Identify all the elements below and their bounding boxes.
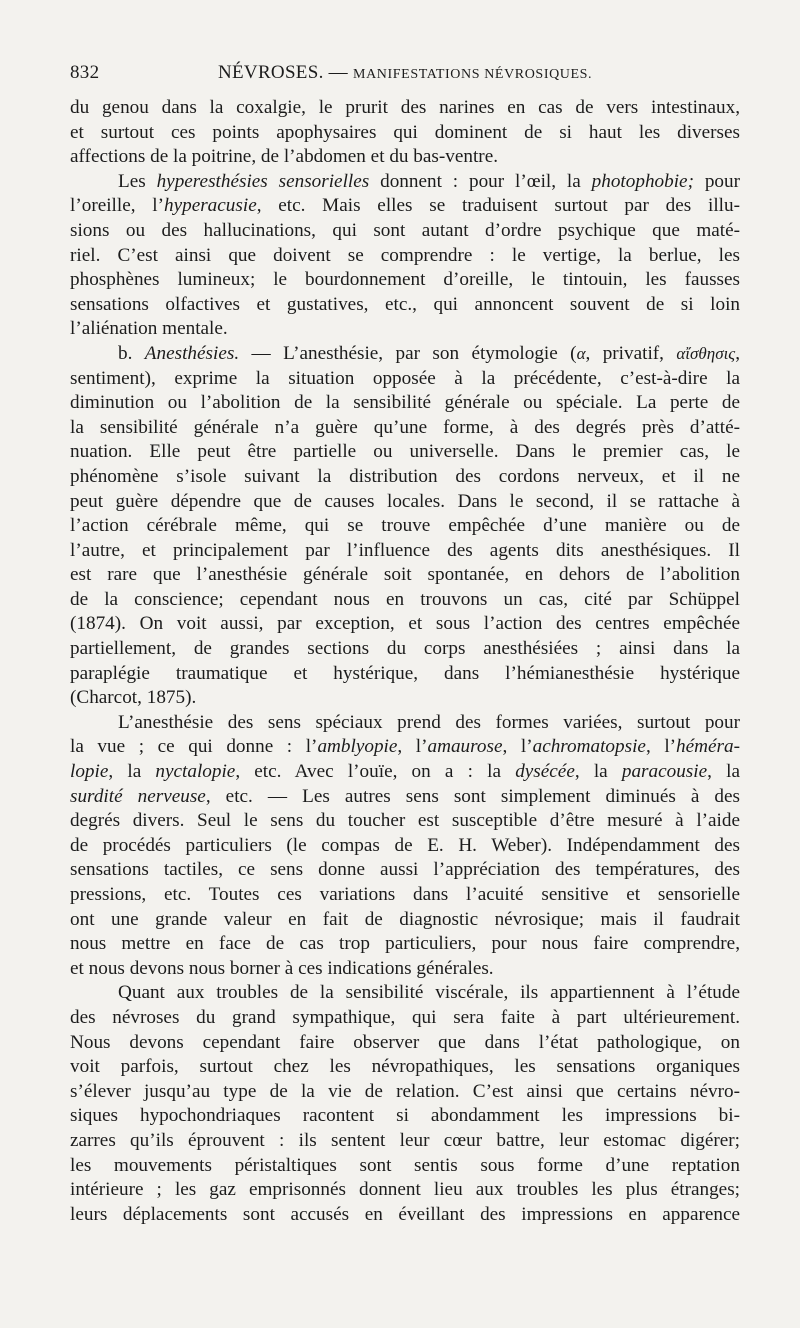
- text-line: [70, 785, 740, 810]
- text-segment: , l’: [645, 736, 677, 758]
- italic-term: nyctalopie: [155, 761, 236, 783]
- text-segment: , l’: [397, 736, 428, 758]
- text-line: riel. C’est ainsi que doivent se comprendre : le vertige, la berlue, les: [70, 244, 740, 266]
- text-line: de la conscience; cependant nous en trouvons un cas, cité par Schüppel: [70, 588, 740, 610]
- text-segment: , la: [108, 761, 156, 783]
- text-line: phénomène s’isole suivant la distribution des cordons nerveux, et il ne: [70, 465, 740, 487]
- text-line: la sensibilité générale n’a guère qu’une forme, à des degrés près d’atté-: [70, 416, 740, 438]
- italic-term: héméra-: [676, 736, 740, 758]
- text-segment: la vue ; ce qui donne : l’: [70, 736, 318, 758]
- text-line: [70, 194, 740, 219]
- running-title-sub: MANIFESTATIONS NÉVROSIQUES.: [353, 67, 593, 82]
- text-segment: — L’anesthésie, par son étymologie (: [239, 342, 577, 364]
- text-segment: ,: [735, 342, 740, 364]
- text-line: nuation. Elle peut être partielle ou universelle. Dans le premier cas, le: [70, 441, 740, 463]
- text-line: des névroses du grand sympathique, qui sera faite à part ultérieurement.: [70, 1006, 740, 1028]
- italic-term: dysécée: [515, 761, 575, 783]
- text-line: peut guère dépendre que de causes locales. Dans le second, il se rattache à: [70, 490, 740, 512]
- text-line: sions ou des hallucinations, qui sont autant d’ordre psychique que maté-: [70, 219, 740, 241]
- text-line: (1874). On voit aussi, par exception, et sous l’action des centres empêchée: [70, 613, 740, 635]
- text-line: intérieure ; les gaz emprisonnés donnent lieu aux troubles les plus étranges;: [70, 1179, 740, 1201]
- text-segment: , la: [707, 761, 740, 783]
- text-line: voit parfois, surtout chez les névropathiques, les sensations organiques: [70, 1056, 740, 1078]
- text-line: siques hypochondriaques racontent si abondamment les impressions bi-: [70, 1105, 740, 1127]
- text-segment: , etc. Avec l’ouïe, on a : la: [235, 761, 516, 783]
- text-line: diminution ou l’abolition de la sensibilité générale ou spéciale. La perte de: [70, 392, 740, 414]
- text-segment: , etc. Mais elles se traduisent surtout par des illu-: [256, 195, 740, 217]
- text-line: [70, 760, 740, 785]
- text-segment: l’oreille, l’: [70, 195, 164, 217]
- text-line: l’aliénation mentale.: [70, 318, 228, 340]
- text-line: l’action cérébrale même, qui se trouve empêchée d’une manière ou de: [70, 515, 740, 537]
- italic-term: lopie: [70, 761, 109, 783]
- italic-term: paracousie: [621, 761, 708, 783]
- text-line: partiellement, de grandes sections du corps anesthésiées ; ainsi dans la: [70, 638, 740, 660]
- text-line: du genou dans la coxalgie, le prurit des narines en cas de vers intestinaux,: [70, 97, 740, 118]
- italic-term: hyperacusie: [164, 195, 257, 217]
- text-line: ont une grande valeur en fait de diagnostic névrosique; mais il faudrait: [70, 908, 740, 930]
- text-line: pressions, etc. Toutes ces variations dans l’acuité sensitive et sensorielle: [70, 884, 740, 905]
- running-title: [218, 62, 592, 84]
- text-line: degrés divers. Seul le sens du toucher est susceptible d’être mesuré à l’aide: [70, 810, 740, 832]
- text-line: affections de la poitrine, de l’abdomen et du bas-ventre.: [70, 146, 499, 168]
- text-segment: , etc. — Les autres sens sont simplement diminués à des: [205, 785, 740, 807]
- italic-term: Anesthésies.: [144, 342, 240, 364]
- text-line: sensations olfactives et gustatives, etc., qui annoncent souvent de si loin: [70, 293, 740, 315]
- page-number: 832: [70, 62, 100, 83]
- text-line: (Charcot, 1875).: [70, 687, 197, 709]
- text-segment: , l’: [502, 736, 533, 758]
- text-line: [70, 735, 740, 760]
- text-segment: b.: [118, 342, 145, 364]
- text-segment: , la: [574, 761, 622, 783]
- italic-term: surdité nerveuse: [70, 785, 206, 807]
- text-line: est rare que l’anesthésie générale soit spontanée, en dehors de l’abolition: [70, 564, 740, 586]
- italic-term: photophobie;: [591, 170, 694, 192]
- text-segment: donnent : pour l’œil, la: [369, 170, 592, 192]
- text-line: Nous devons cependant faire observer que dans l’état pathologique, on: [70, 1031, 740, 1053]
- text-line: L’anesthésie des sens spéciaux prend des formes variées, surtout pour: [118, 711, 740, 733]
- text-line: zarres qu’ils éprouvent : ils sentent leur cœur battre, leur estomac digérer;: [70, 1129, 740, 1151]
- greek-term: α: [576, 343, 586, 363]
- text-line: sensations tactiles, ce sens donne aussi l’appréciation des températures, des: [70, 859, 740, 881]
- text-segment: Les: [118, 170, 157, 192]
- text-line: leurs déplacements sont accusés en éveillant des impressions en apparence: [70, 1203, 740, 1225]
- text-segment: , privatif,: [585, 342, 677, 364]
- text-line: les mouvements péristaltiques sont sentis sous forme d’une reptation: [70, 1154, 740, 1176]
- text-line: l’autre, et principalement par l’influence des agents dits anesthésiques. Il: [70, 539, 740, 561]
- italic-term: amblyopie: [317, 736, 398, 758]
- body-text: [70, 96, 740, 1227]
- text-line: et nous devons nous borner à ces indications générales.: [70, 957, 494, 979]
- text-line: sentiment), exprime la situation opposée à la précédente, c’est-à-dire la: [70, 367, 740, 389]
- italic-term: amaurose: [427, 736, 503, 758]
- text-line: [70, 170, 740, 195]
- text-segment: pour: [693, 170, 741, 192]
- text-line: de procédés particuliers (le compas de E. H. Weber). Indépendamment des: [70, 834, 740, 856]
- text-line: [70, 342, 740, 367]
- text-line: nous mettre en face de cas trop particuliers, pour nous faire comprendre,: [70, 933, 740, 955]
- text-line: et surtout ces points apophysaires qui dominent de si haut les diverses: [70, 121, 740, 143]
- italic-term: achromatopsie: [532, 736, 646, 758]
- text-line: paraplégie traumatique et hystérique, dans l’hémianesthésie hystérique: [70, 662, 740, 684]
- text-line: phosphènes lumineux; le bourdonnement d’oreille, le tintouin, les fausses: [70, 269, 740, 291]
- text-line: s’élever jusqu’au type de la vie de relation. C’est ainsi que certains névro-: [70, 1080, 740, 1102]
- running-title-main: NÉVROSES. —: [218, 62, 354, 83]
- italic-term: hyperesthésies sensorielles: [156, 170, 370, 192]
- text-line: Quant aux troubles de la sensibilité viscérale, ils appartiennent à l’étude: [118, 982, 740, 1004]
- greek-term: αἴσθησις: [676, 343, 736, 363]
